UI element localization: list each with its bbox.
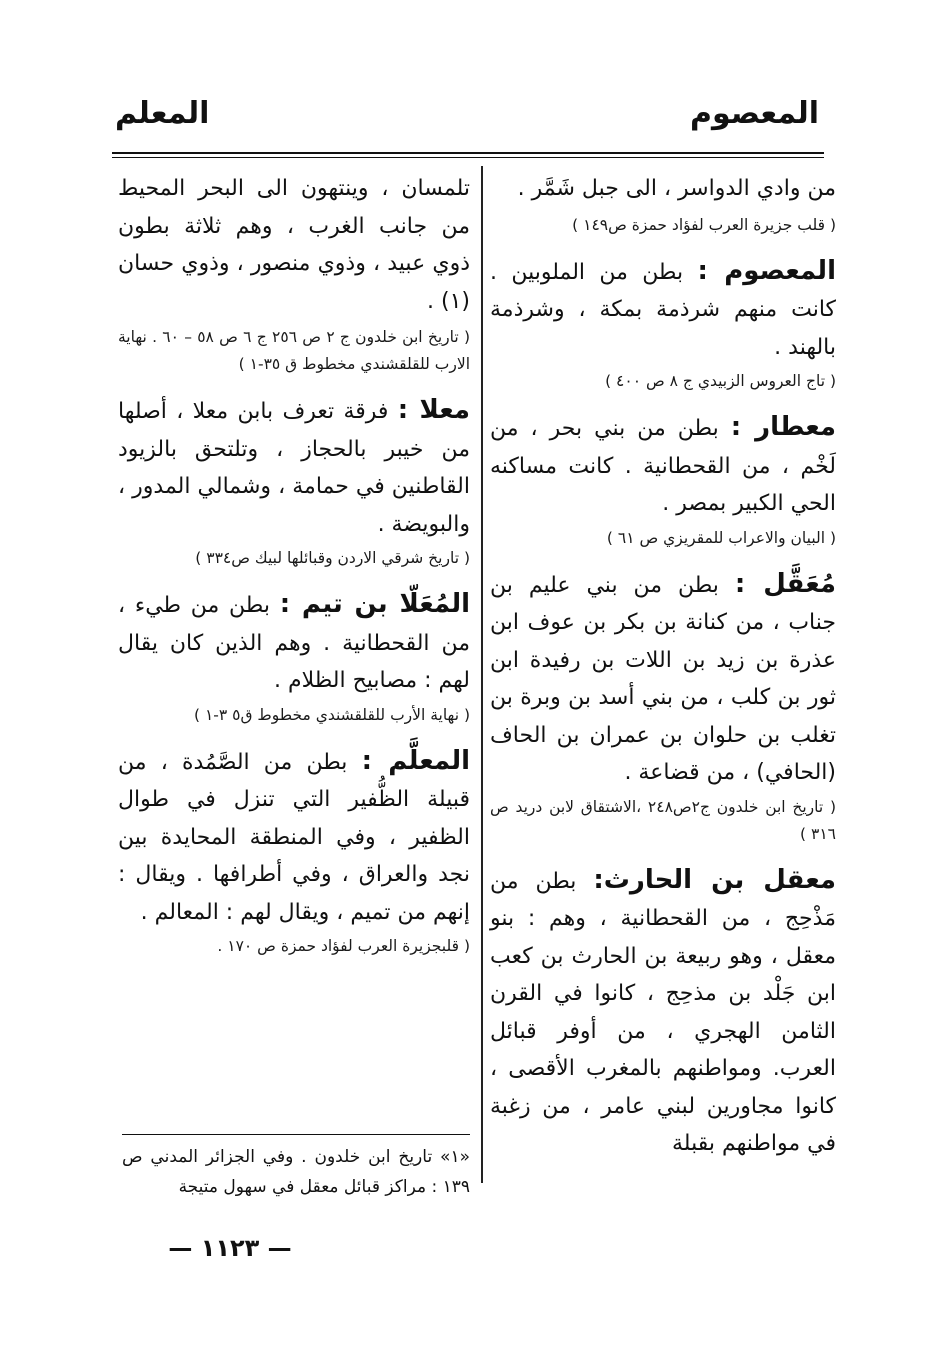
entry-text: بطن من بني بحر ، من لَخْم ، من القحطانية . كانت مساكنه الحي الكبير بمصر . xyxy=(490,416,836,516)
source-citation: ( قلب جزيرة العرب لفؤاد حمزة ص١٤٩ ) xyxy=(572,215,836,234)
right-continuation xyxy=(490,170,836,239)
entry-headword: مُعَقَّل : xyxy=(734,568,836,599)
left-continuation xyxy=(118,170,470,378)
running-head-right: المعصوم xyxy=(690,96,819,131)
source-citation: ( البيان والاعراب للمقريزي ص ٦١ ) xyxy=(606,528,836,547)
entry-text: بطن من الملوبين . كانت منهم شرذمة بمكة ، وشرذمة بالهند . xyxy=(490,259,836,360)
entry-headword: معقل بن الحارث: xyxy=(593,864,836,895)
source-citation: ( نهاية الأرب للقلقشندي مخطوط ق٥ ٣-١ ) xyxy=(193,705,470,724)
footnote: «١» تاريخ ابن خلدون . وفي الجزائر المدني ص ١٣٩ : مراكز قبائل معقل في سهول متيجة xyxy=(122,1147,470,1197)
header-rule-thin xyxy=(112,157,824,158)
left-column xyxy=(118,170,470,974)
entry-text: بطن من الصَّمُدة ، من قبيلة الظُّفير التي تنزل في طوال الظفير ، وفي المنطقة المحايدة بين نجد والعراق ، وفي أطرافها . ويقال : إنهم من تميم ، ويقال لهم : المعالم . xyxy=(118,749,470,925)
entry-text: بطن من مَذْحِج ، من القحطانية ، وهم : بنو معقل ، وهو ربيعة بن الحارث بن كعب ابن جَلْد بن مذحِج ، كانوا في القرن الثامن الهجري ، من أوفر قبائل العرب. ومواطنهم بالمغرب الأقصى ، كانوا مجاورين لبني عامر ، من زغبة في مواطنهم بقبلة xyxy=(490,868,836,1156)
entry-headword: المعصوم : xyxy=(697,255,836,286)
entry-text: فرقة تعرف بابن معلا ، أصلها من خيبر بالحجاز ، وتلتحق بالزيود القاطنين في حمامة ، وشمالي المدور ، والبويضة . xyxy=(118,399,470,537)
entry-headword: معلا : xyxy=(397,395,470,425)
entry-maqil-bin-harith xyxy=(490,862,836,1163)
footnote-rule xyxy=(122,1134,470,1135)
continuation-text: من وادي الدواسر ، الى جبل شَمَّر . xyxy=(517,176,836,201)
entry-text: بطن من طيء ، من القحطانية . وهم الذين كان يقال لهم : مصابيح الظلام . xyxy=(118,593,470,693)
source-citation: ( قلبجزيرة العرب لفؤاد حمزة ص ١٧٠ . xyxy=(217,937,470,955)
source-citation: ( تاريخ شرقي الاردن وقبائلها لبيك ص٣٣٤ ) xyxy=(195,549,470,567)
header-rule xyxy=(112,152,824,154)
entry-muallam xyxy=(118,743,470,961)
entry-mualla-bin-tamim xyxy=(118,586,470,729)
page-number: — ١١٢٣ — xyxy=(168,1234,292,1262)
entry-maasum xyxy=(490,253,836,396)
entry-headword: معطار : xyxy=(730,412,836,442)
entry-mitar xyxy=(490,409,836,552)
source-citation: ( تاج العروس الزبيدي ج ٨ ص ٤٠٠ ) xyxy=(605,372,836,390)
column-divider xyxy=(481,166,483,1183)
continuation-text: تلمسان ، وينتهون الى البحر المحيط من جانب الغرب ، وهم ثلاثة بطون ذوي عبيد ، وذوي منصور ، وذوي حسان (١) . xyxy=(118,176,470,314)
right-column xyxy=(490,170,836,1163)
source-citation: ( تاريخ ابن خلدون ج ٢ ص ٢٥٦ ج ٦ ص ٥٨ – ٦٠ . نهاية الارب للقلقشندي مخطوط ق ٣٥-١ ) xyxy=(118,328,471,373)
entry-muaqqal xyxy=(490,566,836,848)
entry-headword: المعلَّم : xyxy=(361,745,470,776)
running-head-left: المعلم xyxy=(115,96,210,131)
entry-headword: المُعَلّا بن تيم : xyxy=(279,589,470,619)
entry-mualla xyxy=(118,392,470,572)
entry-text: بطن من بني عليم بن جناب ، من كنانة بن بكر بن عوف ابن عذرة بن زيد بن اللات بن رفيدة ابن ثور بن كلب ، من بني أسد بن وبرة بن تغلب بن حلوان بن عمران بن الحاف (الحافي) ، من قضاعة . xyxy=(490,572,836,785)
source-citation: ( تاريخ ابن خلدون ج٢ص٢٤٨ ،الاشتقاق لابن دريد ص ٣١٦ ) xyxy=(490,797,836,843)
